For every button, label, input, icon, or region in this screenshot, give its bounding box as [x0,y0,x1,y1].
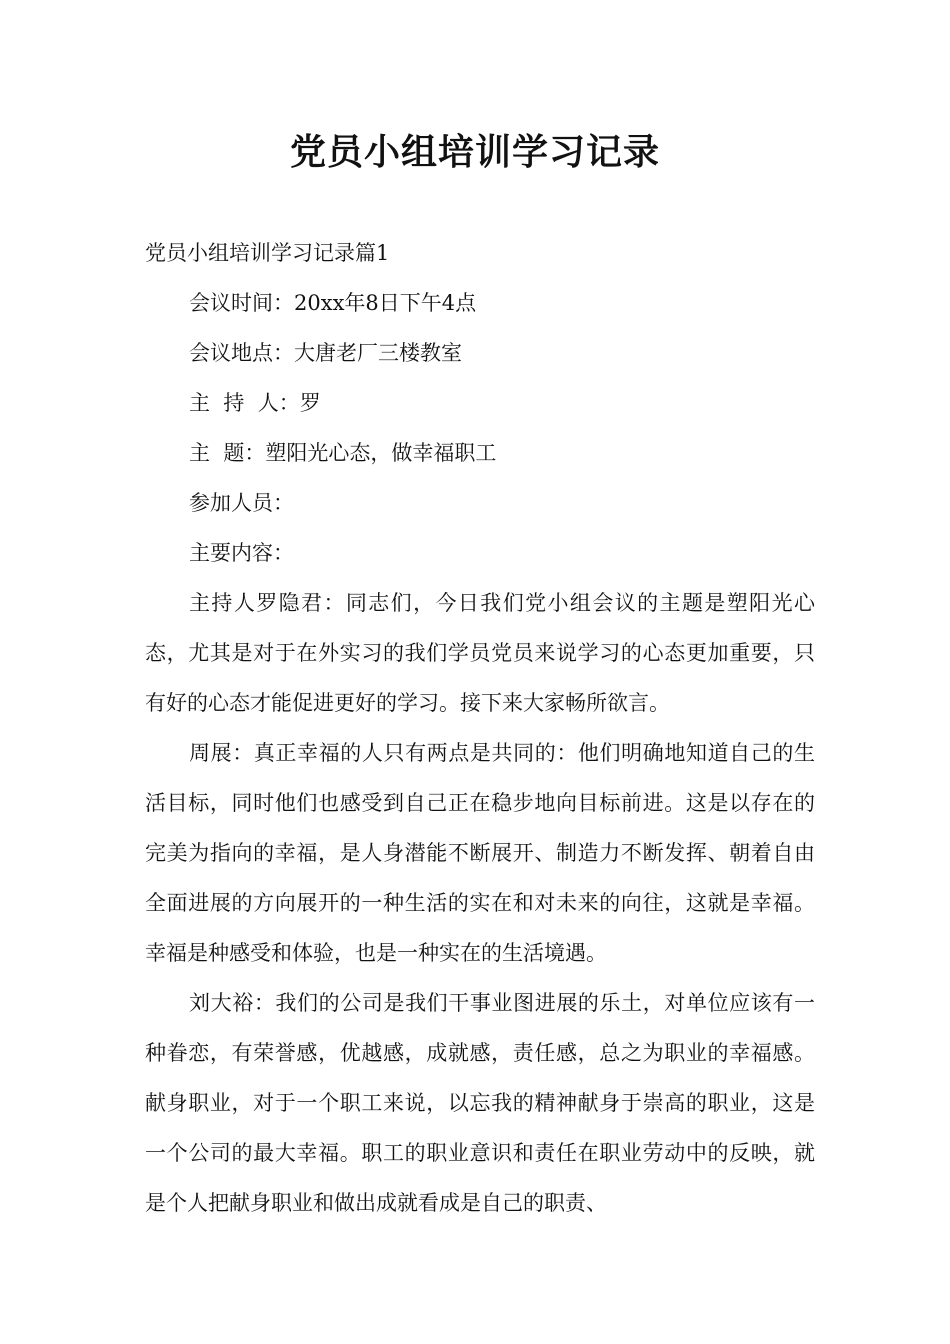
meeting-theme: 主 题：塑阳光心态，做幸福职工 [189,441,497,465]
meeting-time: 会议时间：20xx年8日下午4点 [189,291,477,315]
section-heading: 党员小组培训学习记录篇1 [145,241,390,265]
document-body [145,228,815,1228]
paragraph-zhou-zhan: 周展：真正幸福的人只有两点是共同的：他们明确地知道自己的生活目标，同时他们也感受到自己正在稳步地向目标前进。这是以存在的完美为指向的幸福，是人身潜能不断展开、制造力不断发挥、朝着自由全面进展的方向展开的一种生活的实在和对未来的向往，这就是幸福。幸福是种感受和体验，也是一种实在的生活境遇。 [145,741,815,965]
paragraph-liu-dayu: 刘大裕：我们的公司是我们干事业图进展的乐土，对单位应该有一种眷恋，有荣誉感，优越感，成就感，责任感，总之为职业的幸福感。献身职业，对于一个职工来说，以忘我的精神献身于崇高的职业，这是一个公司的最大幸福。职工的职业意识和责任在职业劳动中的反映，就是个人把献身职业和做出成就看成是自己的职责、 [145,991,815,1215]
meeting-attendees: 参加人员： [189,491,294,515]
meeting-place: 会议地点：大唐老厂三楼教室 [189,341,462,365]
meeting-content-label: 主要内容： [189,541,294,565]
document-title: 党员小组培训学习记录 [289,132,660,173]
meeting-host: 主 持 人：罗 [189,391,321,415]
paragraph-host-speech: 主持人罗隐君：同志们，今日我们党小组会议的主题是塑阳光心态，尤其是对于在外实习的我们学员党员来说学习的心态更加重要，只有好的心态才能促进更好的学习。接下来大家畅所欲言。 [145,591,815,715]
